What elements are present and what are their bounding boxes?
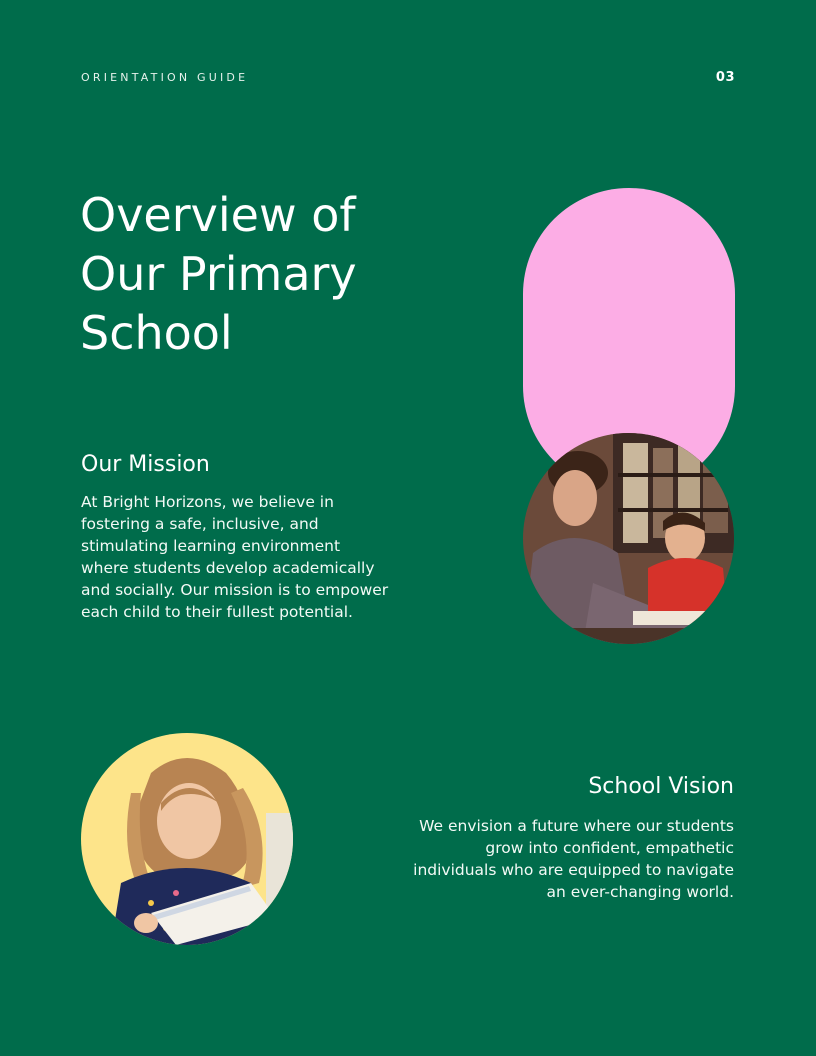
vision-text [364, 815, 734, 903]
mission-text-line: each child to their fullest potential. [81, 603, 353, 621]
page-title-line: Overview of [80, 188, 356, 242]
mission-text [81, 491, 426, 623]
mission-text-line: fostering a safe, inclusive, and [81, 515, 319, 533]
vision-text-line: grow into confident, empathetic [485, 839, 734, 857]
mission-text-line: At Bright Horizons, we believe in [81, 493, 334, 511]
page-title-line: School [80, 306, 233, 360]
mission-text-line: stimulating learning environment [81, 537, 341, 555]
mission-text-line: where students develop academically [81, 559, 375, 577]
girl-reading-book-photo [81, 733, 293, 945]
vision-text-line: individuals who are equipped to navigate [413, 861, 734, 879]
page-title-line: Our Primary [80, 247, 357, 301]
page-number: 03 [715, 70, 735, 85]
mission-heading: Our Mission [81, 452, 210, 477]
mission-text-line: and socially. Our mission is to empower [81, 581, 389, 599]
teacher-with-child-photo [523, 433, 734, 644]
header-label: ORIENTATION GUIDE [81, 71, 249, 84]
vision-heading: School Vision [588, 774, 734, 799]
vision-text-line: an ever-changing world. [546, 883, 734, 901]
page-title [80, 186, 460, 363]
vision-text-line: We envision a future where our students [419, 817, 734, 835]
